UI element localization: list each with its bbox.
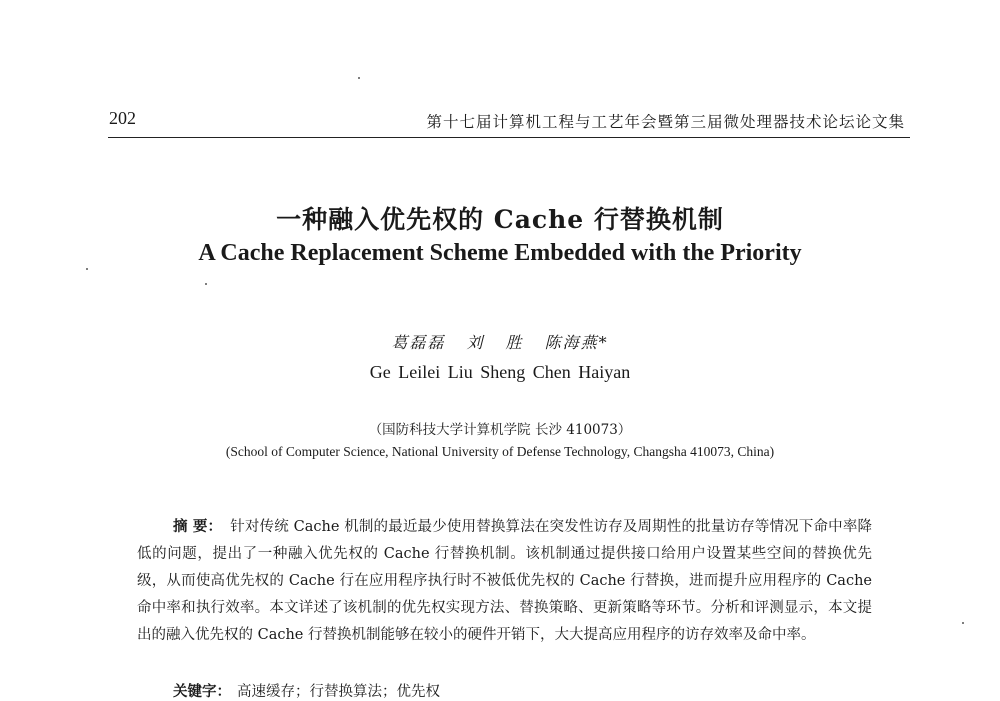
paper-title-en: A Cache Replacement Scheme Embedded with the Priority xyxy=(198,240,802,266)
keywords-text: 高速缓存；行替换算法；优先权 xyxy=(237,684,440,700)
abstract-text: 针对传统 Cache 机制的最近最少使用替换算法在突发性访存及周期性的批量访存等情况下命中率降低的问题，提出了一种融入优先权的 Cache 行替换机制。该机制通过提供接口给用户设置某些空间的替换优先级，从而使高优先权的 Cache 行在应用程序执行时不被低优先权的 Cache 行替换，进而提升应用程序的 Cache 命中率和执行效率。本文详述了该机制的优先权实现方法、替换策略、更新策略等环节。分析和评测显示，本文提出的融入优先权的 Cache 行替换机制能够在较小的硬件开销下，大大提高应用程序的访存效率及命中率。 xyxy=(137,519,872,643)
keywords-label: 关键字： xyxy=(173,683,231,700)
authors-en: Ge Leilei Liu Sheng Chen Haiyan xyxy=(369,362,631,382)
authors-cn: 葛磊磊 刘 胜 陈海燕* xyxy=(391,333,609,352)
scan-speck xyxy=(962,622,964,624)
abstract xyxy=(137,513,872,649)
abstract-label: 摘 要： xyxy=(173,518,223,535)
scan-speck xyxy=(86,268,88,270)
running-header: 第十七届计算机工程与工艺年会暨第三届微处理器技术论坛论文集 xyxy=(426,113,905,131)
header-rule xyxy=(108,137,910,138)
affiliation-en: (School of Computer Science, National University of Defense Technology, Changsha 410073, China) xyxy=(225,444,775,459)
scan-speck xyxy=(205,283,207,285)
keywords xyxy=(173,683,440,701)
page-number: 202 xyxy=(109,108,136,128)
scan-speck xyxy=(358,77,360,79)
affiliation-cn: （国防科技大学计算机学院 长沙 410073） xyxy=(368,422,632,438)
paper-title-cn: 一种融入优先权的 Cache 行替换机制 xyxy=(276,205,724,234)
